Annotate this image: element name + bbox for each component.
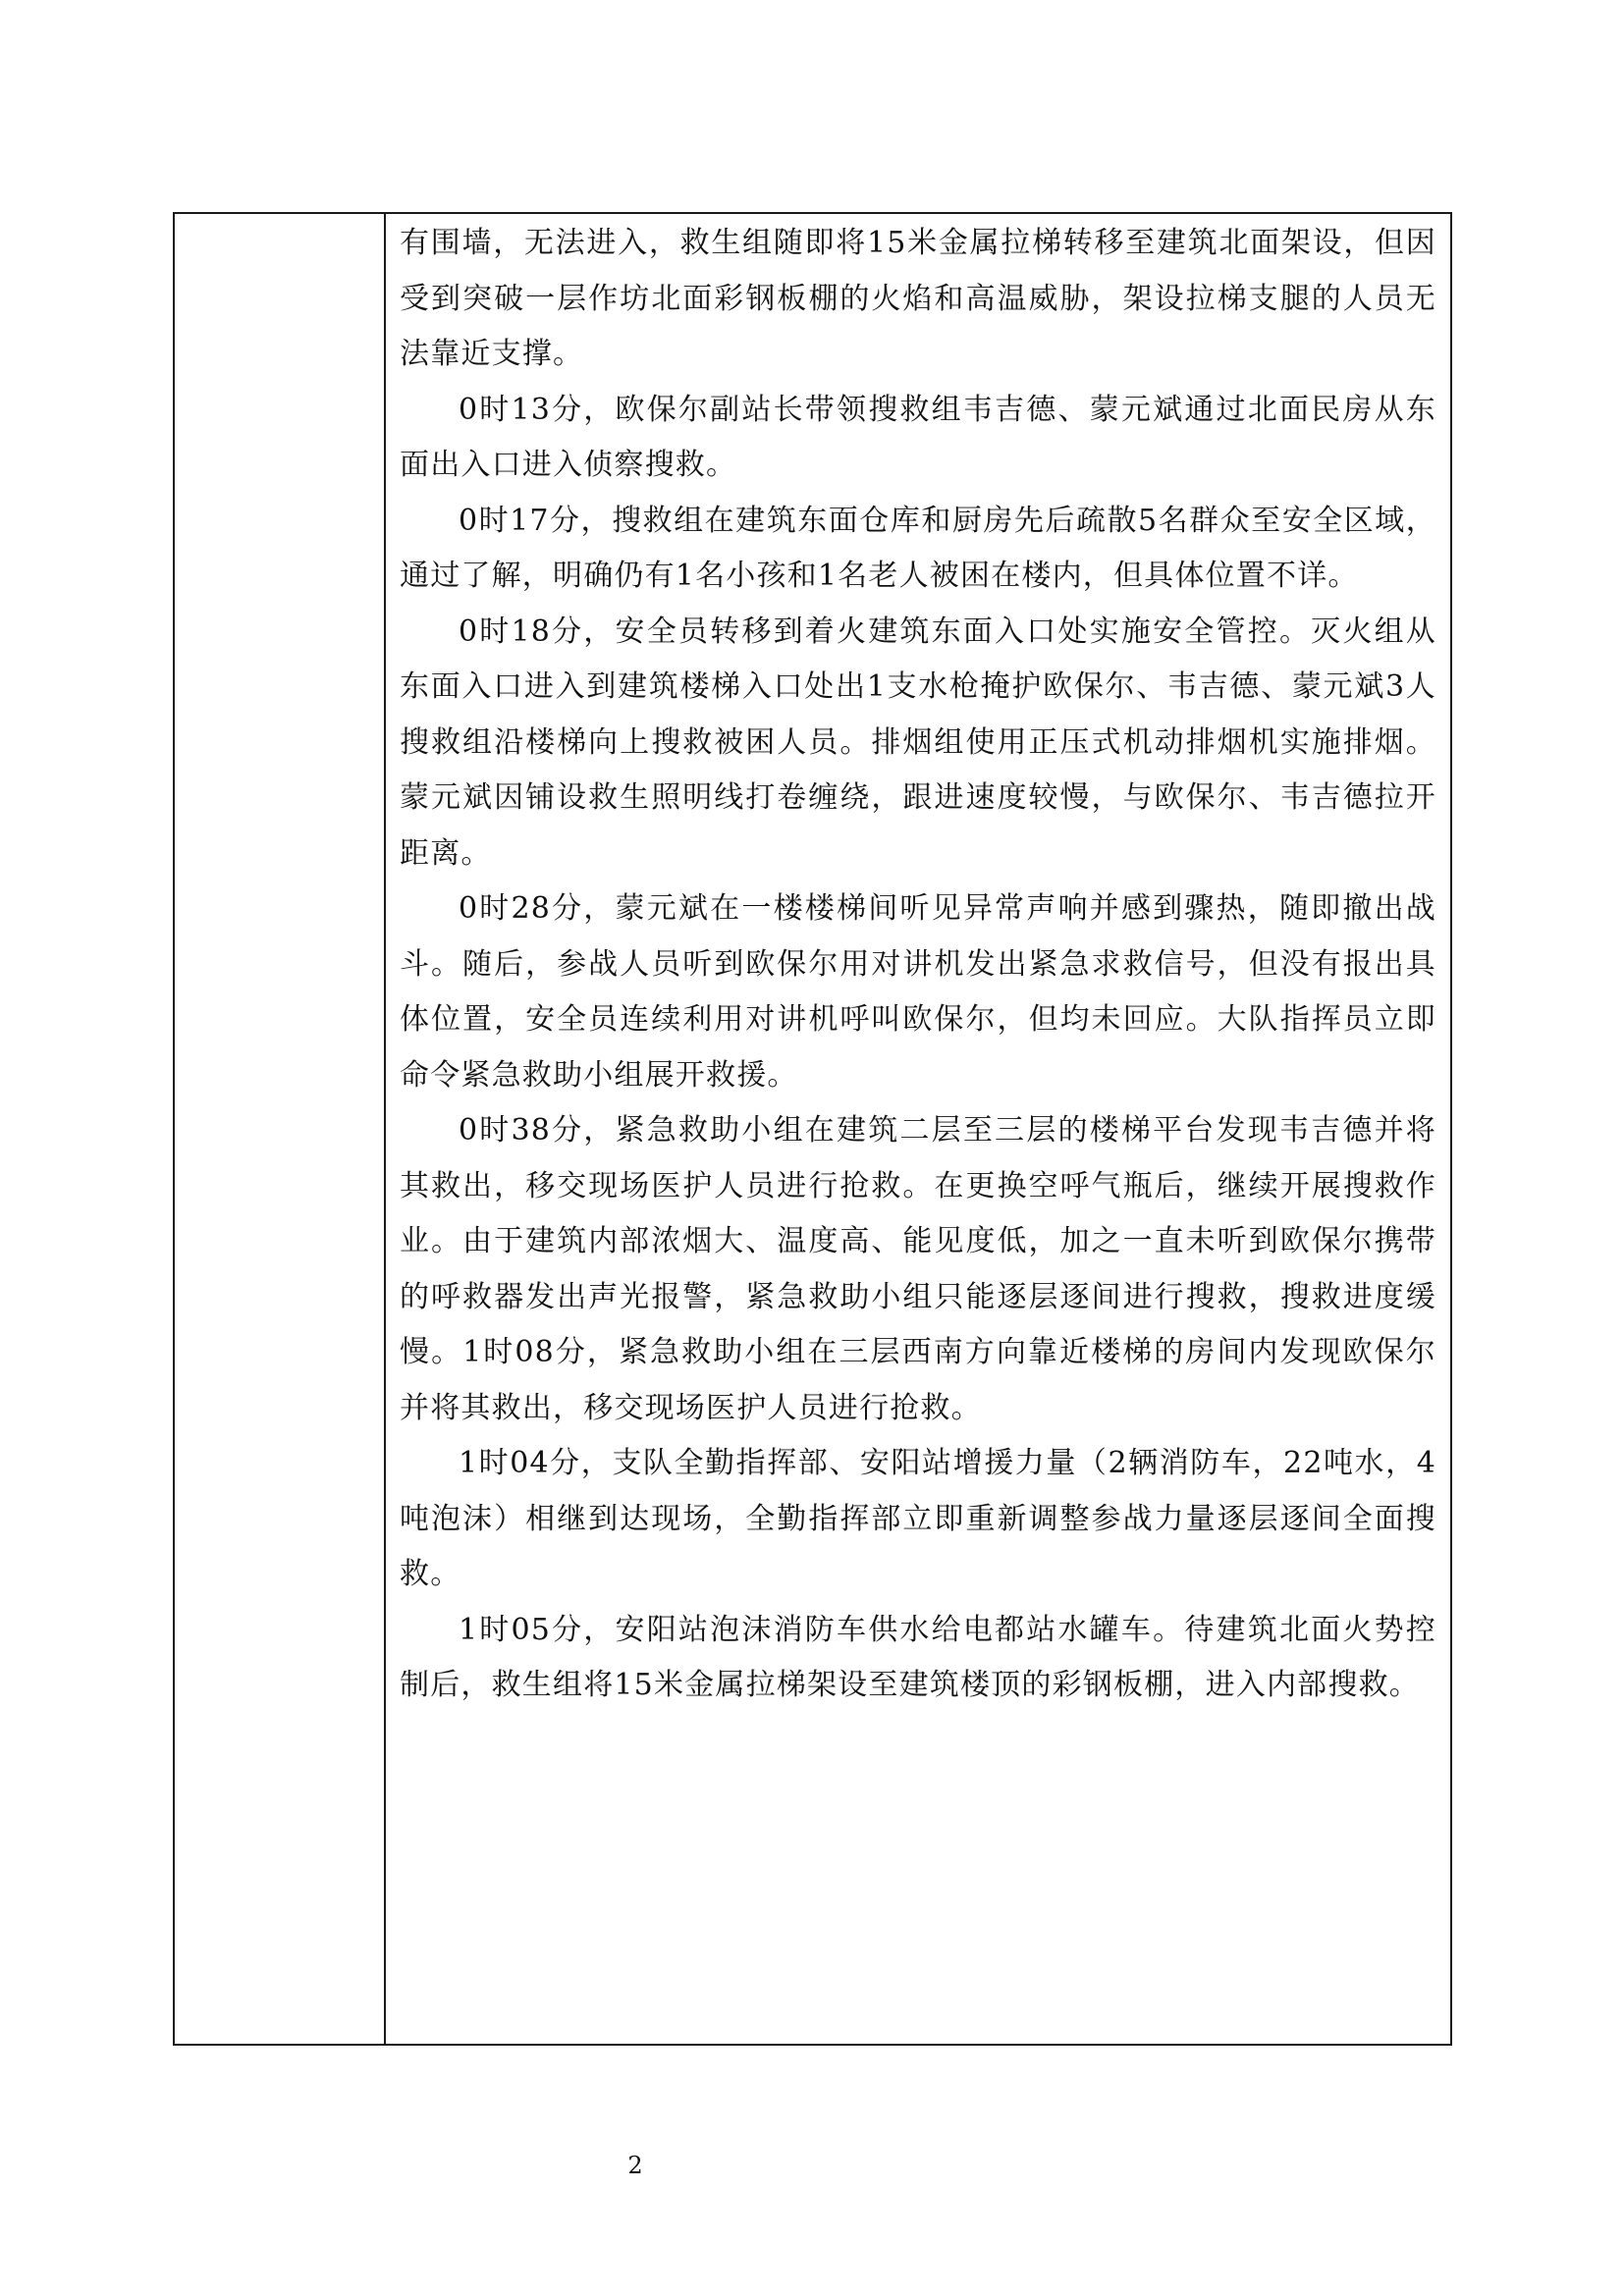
paragraph: 0时17分，搜救组在建筑东面仓库和厨房先后疏散5名群众至安全区域，通过了解，明确仍有1名小孩和1名老人被困在楼内，但具体位置不详。	[400, 503, 1436, 593]
paragraph: 0时18分，安全员转移到着火建筑东面入口处实施安全管控。灭火组从东面入口进入到建筑楼梯入口处出1支水枪掩护欧保尔、韦吉德、蒙元斌3人搜救组沿楼梯向上搜救被困人员。排烟组使用正压式机动排烟机实施排烟。蒙元斌因铺设救生照明线打卷缠绕，跟进速度较慢，与欧保尔、韦吉德拉开距离。	[400, 614, 1436, 871]
table-content-cell	[388, 214, 1450, 2044]
page-number: 2	[627, 2152, 643, 2179]
document-table	[173, 212, 1452, 2046]
table-left-cell	[175, 214, 386, 2044]
paragraph: 1时04分，支队全勤指挥部、安阳站增援力量（2辆消防车，22吨水，4吨泡沫）相继到达现场，全勤指挥部立即重新调整参战力量逐层逐间全面搜救。	[400, 1446, 1436, 1591]
paragraph: 0时38分，紧急救助小组在建筑二层至三层的楼梯平台发现韦吉德并将其救出，移交现场医护人员进行抢救。在更换空呼气瓶后，继续开展搜救作业。由于建筑内部浓烟大、温度高、能见度低，加之一直未听到欧保尔携带的呼救器发出声光报警，紧急救助小组只能逐层逐间进行搜救，搜救进度缓慢。1时08分，紧急救助小组在三层西南方向靠近楼梯的房间内发现欧保尔并将其救出，移交现场医护人员进行抢救。	[400, 1113, 1436, 1425]
paragraph: 1时05分，安阳站泡沫消防车供水给电都站水罐车。待建筑北面火势控制后，救生组将15米金属拉梯架设至建筑楼顶的彩钢板棚，进入内部搜救。	[400, 1612, 1436, 1702]
paragraph: 有围墙，无法进入，救生组随即将15米金属拉梯转移至建筑北面架设，但因受到突破一层作坊北面彩钢板棚的火焰和高温威胁，架设拉梯支腿的人员无法靠近支撑。	[400, 226, 1436, 371]
paragraph: 0时28分，蒙元斌在一楼楼梯间听见异常声响并感到骤热，随即撤出战斗。随后，参战人员听到欧保尔用对讲机发出紧急求救信号，但没有报出具体位置，安全员连续利用对讲机呼叫欧保尔，但均未回应。大队指挥员立即命令紧急救助小组展开救援。	[400, 891, 1436, 1093]
paragraph: 0时13分，欧保尔副站长带领搜救组韦吉德、蒙元斌通过北面民房从东面出入口进入侦察搜救。	[400, 392, 1436, 482]
